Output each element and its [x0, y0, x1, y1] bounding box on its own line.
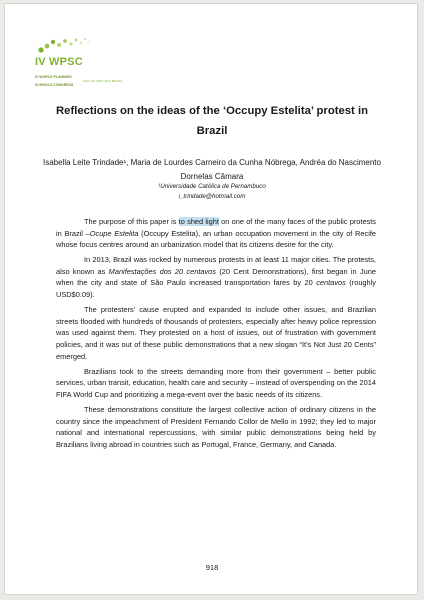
paragraph [56, 254, 376, 300]
title-line: Brazil [196, 125, 228, 137]
italic-term: Ocupe Estelita [89, 228, 139, 238]
paper-title [33, 101, 391, 141]
logo-dots-icon [37, 36, 97, 56]
document-page [4, 3, 418, 595]
italic-term: Manifestações dos 20 centavos [108, 266, 216, 276]
paragraph: Brazilians took to the streets demanding more from their government – better public services, urban transit, education, health care and security – instead of overspending on the 2014 FIFA World Cup and prioritizing a mega-event over the basic needs of its citizens. [56, 366, 376, 399]
author-email[interactable]: i_trindade@hotmail.com [178, 192, 246, 200]
paragraph-text: The purpose of this paper is [84, 217, 179, 226]
logo-subtitle-line: SCHOOLS CONGRESS [35, 83, 74, 87]
paragraph: The protesters’ cause erupted and expanded to include other issues, and Brazilian streets flooded with hundreds of thousands of protesters, especially after heavy police repression was used against them. They protested on a host of issues, out of frustration with government policies, and it was out of these public demonstrations that a new slogan “It’s Not Just 20 Cents” emerged. [56, 305, 376, 361]
body-text [56, 216, 376, 454]
logo-title: IV WPSC [35, 56, 83, 68]
logo-event-info: JULY 4-8 2016 | RIO, BRAZIL [83, 79, 123, 83]
page-number: 918 [205, 563, 219, 572]
affiliation-block [39, 182, 385, 201]
paragraph-text: In 2013, Brazil was rocked by numerous protests in at least 11 major cities. The protests, also known as [56, 255, 376, 276]
paragraph-text: (20 Cent Demonstrations), first began in June when the city and state of São Paulo increased transportation fares by 20 [56, 266, 376, 288]
paragraph-text: (roughly USD$0.09). [56, 278, 376, 300]
author-list: Isabella Leite Trindade¹, Maria de Lourdes Carneiro da Cunha Nóbrega, Andréa do Nascimento Dornelas Câmara [43, 158, 381, 181]
paragraph-text: (Occupy Estelita), an urban occupation movement in the city of Recife whose focus centres around an urbanization model that its citizens desire for the city. [56, 228, 377, 250]
italic-term: centavos [316, 278, 346, 288]
title-line: Reflections on the ideas of the ‘Occupy Estelita’ protest in [56, 105, 368, 117]
paragraph: These demonstrations constitute the largest collective action of ordinary citizens in the country since the impeachment of President Fernando Collor de Mello in 1992; they led to major national and international repercussions, with similar public demonstrations being held by Brazilians living abroad in countries such as Portugal, France, Germany, and Canada. [56, 404, 376, 449]
paragraph-text: on one of the many faces of the public protests in Brazil – [56, 217, 377, 238]
logo-subtitle-line: IV WORLD PLANNING [35, 75, 72, 79]
selected-text-highlight[interactable]: to shed light [178, 217, 219, 226]
wpsc-logo [35, 34, 175, 87]
affiliation: ¹Universidade Católica de Pernambuco [158, 183, 266, 190]
paragraph [56, 216, 376, 251]
